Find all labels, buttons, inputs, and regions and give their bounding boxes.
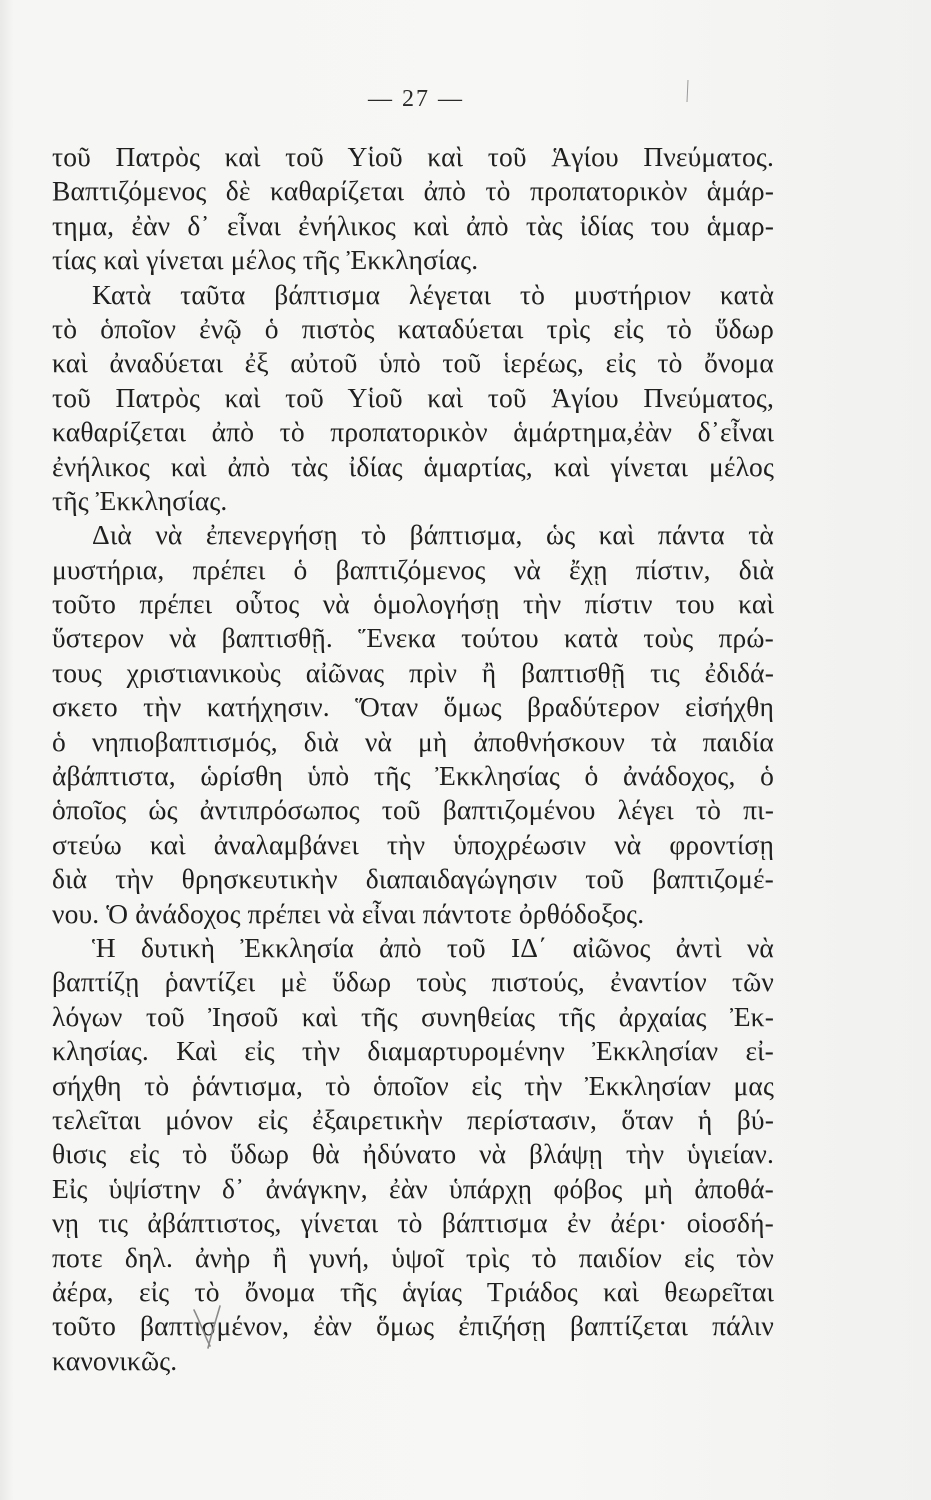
- text-line: τῆς Ἐκκλησίας.: [52, 484, 228, 516]
- text-line: καὶ ἀναδύεται ἐξ αὐτοῦ ὑπὸ τοῦ ἱερέως, εἰς τὸ ὄνομα: [52, 347, 774, 379]
- text-line: Βαπτιζόμενος δὲ καθαρίζεται ἀπὸ τὸ προπατορικὸν ἁμάρ-: [52, 175, 774, 207]
- text-line: τημα, ἐὰν δ᾿ εἶναι ἐνήλικος καὶ ἀπὸ τὰς ἰδίας του ἁμαρ-: [52, 209, 774, 241]
- text-line: κλησίας. Καὶ εἰς τὴν διαμαρτυρομένην Ἐκκλησίαν εἰ-: [52, 1035, 774, 1067]
- paragraph-start-line: Ἡ δυτικὴ Ἐκκλησία ἀπὸ τοῦ ΙΔ΄ αἰῶνος ἀντὶ νὰ: [92, 931, 774, 963]
- text-line: τίας καὶ γίνεται μέλος τῆς Ἐκκλησίας.: [52, 244, 479, 276]
- text-line: κανονικῶς.: [52, 1344, 178, 1376]
- text-line: τους χριστιανικοὺς αἰῶνας πρὶν ἢ βαπτισθῇ τις ἐδιδά-: [52, 656, 774, 688]
- text-line: τελεῖται μόνον εἰς ἐξαιρετικὴν περίστασιν, ὅταν ἡ βύ-: [52, 1103, 774, 1135]
- text-line: σκετο τὴν κατήχησιν. Ὅταν ὅμως βραδύτερον εἰσήχθη: [52, 691, 774, 723]
- handwritten-pencil-mark: [190, 1302, 230, 1352]
- text-line: Εἰς ὑψίστην δ᾿ ἀνάγκην, ἐὰν ὑπάρχῃ φόβος μὴ ἀποθά-: [52, 1172, 774, 1204]
- text-line: ἀβάπτιστα, ὡρίσθη ὑπὸ τῆς Ἐκκλησίας ὁ ἀνάδοχος, ὁ: [52, 760, 774, 792]
- text-line: τοῦ Πατρὸς καὶ τοῦ Υἱοῦ καὶ τοῦ Ἁγίου Πνεύματος.: [52, 141, 774, 172]
- text-line: ὁποῖος ὡς ἀντιπρόσωπος τοῦ βαπτιζομένου λέγει τὸ πι-: [52, 794, 774, 826]
- text-line: καθαρίζεται ἀπὸ τὸ προπατορικὸν ἁμάρτημα,ἐὰν δ᾿εἶναι: [52, 416, 774, 448]
- text-line: στεύω καὶ ἀναλαμβάνει τὴν ὑποχρέωσιν νὰ φροντίσῃ: [52, 828, 774, 860]
- text-line: τὸ ὁποῖον ἐνῷ ὁ πιστὸς καταδύεται τρὶς εἰς τὸ ὕδωρ: [52, 312, 774, 344]
- text-line: νῃ τις ἀβάπτιστος, γίνεται τὸ βάπτισμα ἐν ἀέρι· οἱοσδή-: [52, 1207, 774, 1239]
- text-line: μυστήρια, πρέπει ὁ βαπτιζόμενος νὰ ἔχῃ πίστιν, διὰ: [52, 553, 774, 585]
- paragraph-start-line: Κατὰ ταῦτα βάπτισμα λέγεται τὸ μυστήριον κατὰ: [92, 278, 774, 310]
- text-line: σήχθη τὸ ῥάντισμα, τὸ ὁποῖον εἰς τὴν Ἐκκλησίαν μας: [52, 1069, 774, 1101]
- text-line: θισις εἰς τὸ ὕδωρ θὰ ἠδύνατο νὰ βλάψῃ τὴν ὑγιείαν.: [52, 1138, 774, 1170]
- text-line: λόγων τοῦ Ἰησοῦ καὶ τῆς συνηθείας τῆς ἀρχαίας Ἐκ-: [52, 1000, 774, 1032]
- text-line: διὰ τὴν θρησκευτικὴν διαπαιδαγώγησιν τοῦ βαπτιζομέ-: [52, 863, 774, 895]
- body-text: [52, 140, 774, 1378]
- text-line: τοῦ Πατρὸς καὶ τοῦ Υἱοῦ καὶ τοῦ Ἁγίου Πνεύματος,: [52, 381, 774, 413]
- paper-scratch-mark: [686, 80, 690, 102]
- text-line: βαπτίζῃ ῥαντίζει μὲ ὕδωρ τοὺς πιστούς, ἐναντίον τῶν: [52, 966, 774, 998]
- text-line: ἀέρα, εἰς τὸ ὄνομα τῆς ἁγίας Τριάδος καὶ θεωρεῖται: [52, 1275, 774, 1307]
- paragraph-start-line: Διὰ νὰ ἐπενεργήσῃ τὸ βάπτισμα, ὡς καὶ πάντα τὰ: [92, 519, 774, 551]
- text-line: ὁ νηπιοβαπτισμός, διὰ νὰ μὴ ἀποθνήσκουν τὰ παιδία: [52, 725, 774, 757]
- text-line: τοῦτο πρέπει οὗτος νὰ ὁμολογήσῃ τὴν πίστιν του καὶ: [52, 588, 774, 620]
- text-line: νου. Ὁ ἀνάδοχος πρέπει νὰ εἶναι πάντοτε ὀρθόδοξος.: [52, 897, 645, 929]
- text-line: ὕστερον νὰ βαπτισθῇ. Ἕνεκα τούτου κατὰ τοὺς πρώ-: [52, 622, 774, 654]
- text-line: ἐνήλικος καὶ ἀπὸ τὰς ἰδίας ἁμαρτίας, καὶ γίνεται μέλος: [52, 450, 774, 482]
- text-line: ποτε δηλ. ἀνὴρ ἢ γυνή, ὑψοῖ τρὶς τὸ παιδίον εἰς τὸν: [52, 1241, 774, 1273]
- text-line: τοῦτο βαπτισμένον, ἐὰν ὅμως ἐπιζήσῃ βαπτίζεται πάλιν: [52, 1310, 774, 1342]
- page-number: — 27 —: [368, 86, 464, 112]
